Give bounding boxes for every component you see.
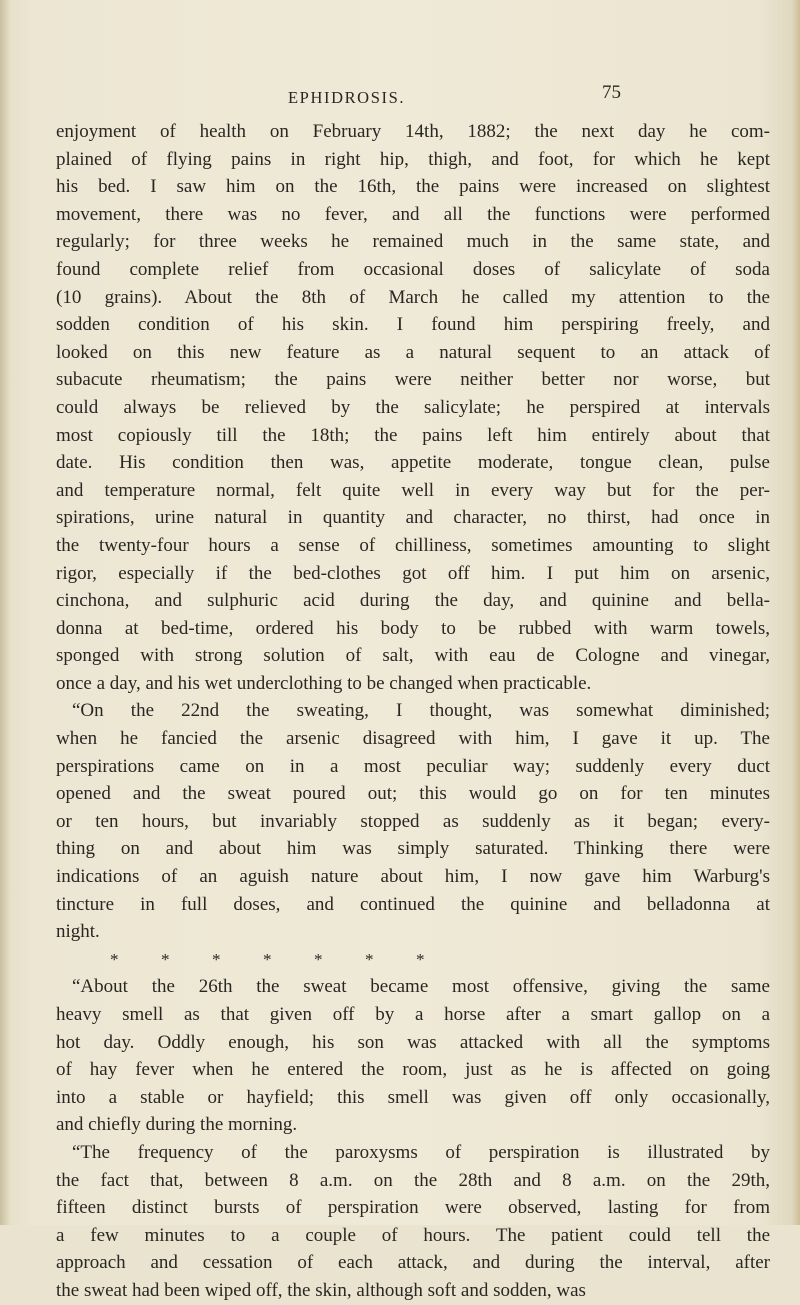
text-line: tincture in full doses, and continued the quinine and belladonna at [56, 893, 770, 915]
running-title: EPHIDROSIS. [288, 88, 406, 107]
section-break [56, 946, 770, 974]
asterisk: * [365, 949, 374, 969]
text-line: his bed. I saw him on the 16th, the pains were increased on slightest [56, 176, 770, 198]
text-line: looked on this new feature as a natural sequent to an attack of [56, 341, 770, 363]
text-line: sodden condition of his skin. I found him perspiring freely, and [56, 314, 770, 336]
text-line: could always be relieved by the salicylate; he perspired at intervals [56, 396, 770, 418]
text-line: regularly; for three weeks he remained much in the same state, and [56, 231, 770, 253]
text-line: plained of flying pains in right hip, thigh, and foot, for which he kept [56, 148, 770, 170]
text-line: perspirations came on in a most peculiar way; suddenly every duct [56, 755, 770, 777]
asterisk: * [416, 949, 425, 969]
text-line: movement, there was no fever, and all the functions were performed [56, 203, 770, 225]
page-gutter-shadow [0, 0, 10, 1225]
text-line: the twenty-four hours a sense of chilliness, sometimes amounting to slight [56, 534, 770, 556]
paragraph [56, 1139, 770, 1305]
text-line: donna at bed-time, ordered his body to be rubbed with warm towels, [56, 617, 770, 639]
asterisk: * [110, 949, 119, 969]
text-line: cinchona, and sulphuric acid during the day, and quinine and bella- [56, 590, 770, 612]
text-line: and chiefly during the morning. [56, 1114, 298, 1136]
text-line: a few minutes to a couple of hours. The patient could tell the [56, 1224, 770, 1246]
text-line: fifteen distinct bursts of perspiration were observed, lasting for from [56, 1197, 770, 1219]
paragraph [56, 118, 770, 697]
text-line: most copiously till the 18th; the pains left him entirely about that [56, 424, 770, 446]
text-line: subacute rheumatism; the pains were neither better nor worse, but [56, 369, 770, 391]
text-line: of hay fever when he entered the room, just as he is affected on going [56, 1059, 770, 1081]
text-line: night. [56, 921, 100, 943]
text-line: spirations, urine natural in quantity and character, no thirst, had once in [56, 507, 770, 529]
text-line: the fact that, between 8 a.m. on the 28th and 8 a.m. on the 29th, [56, 1169, 770, 1191]
body-text [56, 118, 770, 1305]
text-line: when he fancied the arsenic disagreed with him, I gave it up. The [56, 728, 770, 750]
text-line: “About the 26th the sweat became most offensive, giving the same [72, 976, 770, 998]
text-line: the sweat had been wiped off, the skin, although soft and sodden, was [56, 1279, 586, 1301]
asterisk: * [263, 949, 272, 969]
text-line: once a day, and his wet underclothing to be changed when practicable. [56, 672, 592, 694]
asterisk: * [314, 949, 323, 969]
text-line: approach and cessation of each attack, and during the interval, after [56, 1252, 770, 1274]
text-line: (10 grains). About the 8th of March he called my attention to the [56, 286, 770, 308]
text-line: opened and the sweat poured out; this would go on for ten minutes [56, 783, 770, 805]
text-line: thing on and about him was simply saturated. Thinking there were [56, 838, 770, 860]
asterisk: * [161, 949, 170, 969]
text-line: found complete relief from occasional doses of salicylate of soda [56, 258, 770, 280]
text-line: rigor, especially if the bed-clothes got off him. I put him on arsenic, [56, 562, 770, 584]
text-line: date. His condition then was, appetite moderate, tongue clean, pulse [56, 452, 770, 474]
text-line: and temperature normal, felt quite well in every way but for the per- [56, 479, 770, 501]
text-line: indications of an aguish nature about him, I now gave him Warburg's [56, 866, 770, 888]
text-line: into a stable or hayfield; this smell was given off only occasionally, [56, 1086, 770, 1108]
asterisk: * [212, 949, 221, 969]
text-line: “The frequency of the paroxysms of perspiration is illustrated by [72, 1141, 770, 1163]
page-number: 75 [602, 82, 621, 103]
text-line: or ten hours, but invariably stopped as suddenly as it began; every- [56, 810, 770, 832]
text-line: “On the 22nd the sweating, I thought, was somewhat diminished; [72, 700, 770, 722]
text-line: hot day. Oddly enough, his son was attacked with all the symptoms [56, 1031, 770, 1053]
page-edge-shadow [792, 0, 800, 1225]
text-line: enjoyment of health on February 14th, 1882; the next day he com- [56, 121, 770, 142]
paragraph [56, 973, 770, 1139]
text-line: sponged with strong solution of salt, with eau de Cologne and vinegar, [56, 645, 770, 667]
paragraph [56, 697, 770, 945]
running-head [0, 82, 800, 108]
text-line: heavy smell as that given off by a horse after a smart gallop on a [56, 1004, 770, 1025]
